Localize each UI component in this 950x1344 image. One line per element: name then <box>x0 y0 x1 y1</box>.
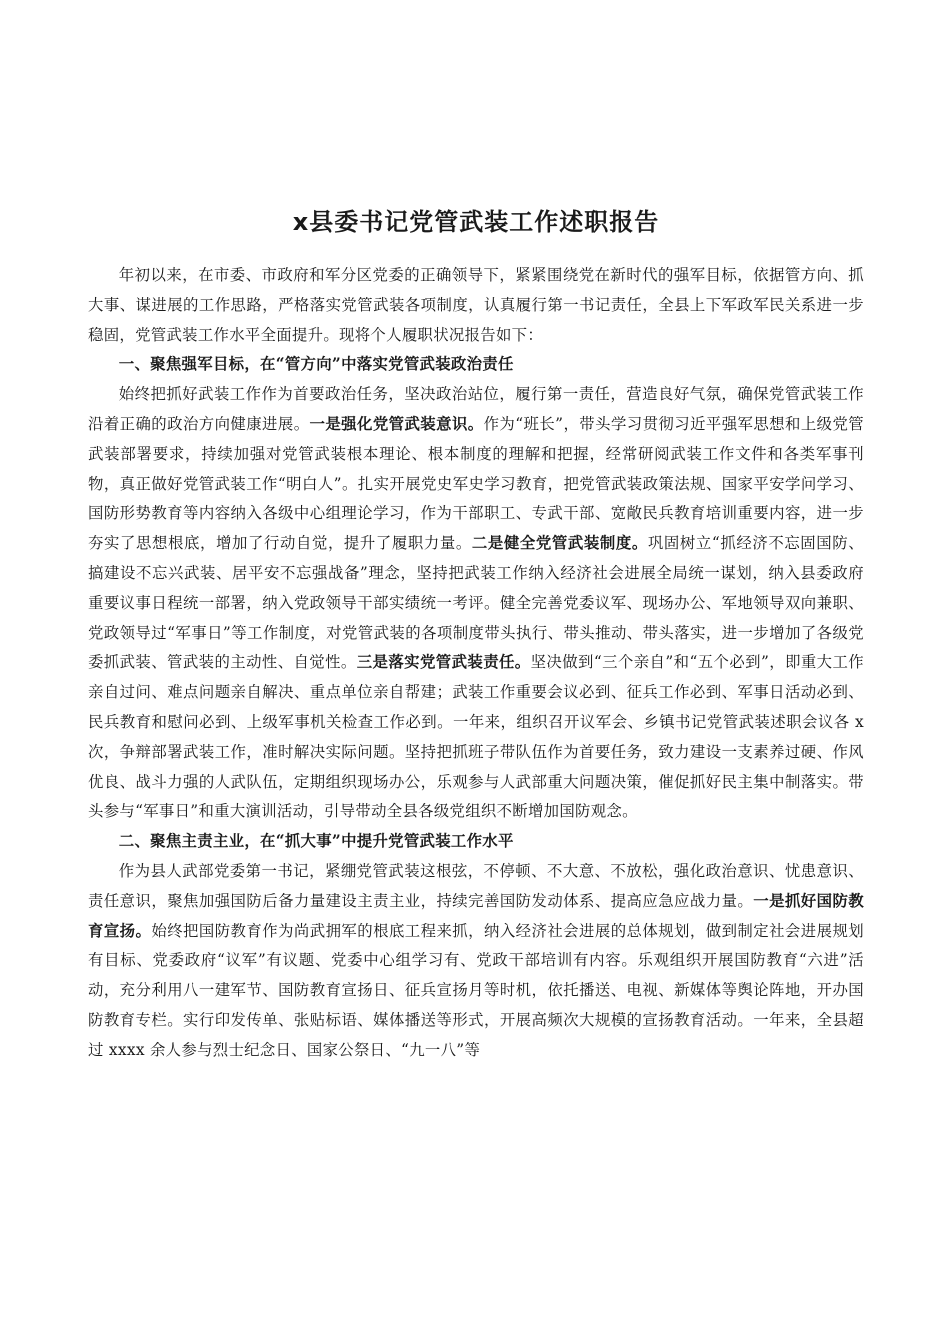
section2-lead-text: 作为县人武部党委第一书记，紧绷党管武装这根弦，不停顿、不大意、不放松，强化政治意识、忧患意识、责任意识，聚焦加强国防后备力量建设主责主业，持续完善国防发动体系、提高应急应战力量。 <box>88 861 864 910</box>
section1-point1-text: 作为“班长”，带头学习贯彻习近平强军思想和上级党管武装部署要求，持续加强对党管武装根本理论、根本制度的理解和把握，经常研阅武装工作文件和各类军事刊物，真正做好党管武装工作“明白人”。扎实开展党史军史学习教育，把党管武装政策法规、国家平安学问学习、国防形势教育等内容纳入各级中心组理论学习，作为干部职工、专武干部、宽敞民兵教育培训重要内容，进一步夯实了思想根底，增加了行动自觉，提升了履职力量。 <box>88 414 864 553</box>
section1-lead-text: 始终把抓好武装工作作为首要政治任务，坚决政治站位，履行第一责任，营造良好气氛，确保党管武装工作沿着正确的政治方向健康进展。 <box>88 385 864 433</box>
section2-paragraph <box>88 857 864 1066</box>
document-page <box>88 200 864 1066</box>
section1-point3-text: 坚决做到“三个亲自”和“五个必到”，即重大工作亲自过问、难点问题亲自解决、重点单位亲自帮建；武装工作重要会议必到、征兵工作必到、军事日活动必到、民兵教育和慰问必到、上级军事机关检查工作必到。一年来，组织召开议军会、乡镇书记党管武装述职会议各 x 次，争辩部署武装工作，准时解决实际问题。坚持把抓班子带队伍作为首要任务，致力建设一支素养过硬、作风优良、战斗力强的人武队伍，定期组织现场办公，乐观参与人武部重大问题决策，催促抓好民主集中制落实。带头参与“军事日”和重大演训活动，引导带动全县各级党组织不断增加国防观念。 <box>88 653 864 821</box>
section1-point1-title: 一是强化党管武装意识。 <box>309 414 484 433</box>
section1-heading: 一、聚焦强军目标，在“管方向”中落实党管武装政治责任 <box>118 355 514 374</box>
document-title: x县委书记党管武装工作述职报告 <box>292 208 660 236</box>
section2-heading: 二、聚焦主责主业，在“抓大事”中提升党管武装工作水平 <box>118 832 514 851</box>
section1-point3-title: 三是落实党管武装责任。 <box>356 653 531 672</box>
section2-point1-text: 始终把国防教育作为尚武拥军的根底工程来抓，纳入经济社会进展的总体规划，做到制定社会进展规划有目标、党委政府“议军”有议题、党委中心组学习有、党政干部培训有内容。乐观组织开展国防教育“六进”活动，充分利用八一建军节、国防教育宣扬日、征兵宣扬月等时机，依托播送、电视、新媒体等舆论阵地，开办国防教育专栏。实行印发传单、张贴标语、媒体播送等形式，开展高频次大规模的宣扬教育活动。一年来，全县超过 xxxx 余人参与烈士纪念日、国家公祭日、“九一八”等 <box>88 921 864 1059</box>
intro-paragraph: 年初以来，在市委、市政府和军分区党委的正确领导下，紧紧围绕党在新时代的强军目标，依据管方向、抓大事、谋进展的工作思路，严格落实党管武装各项制度，认真履行第一书记责任，全县上下军政军民关系进一步稳固，党管武装工作水平全面提升。现将个人履职状况报告如下： <box>88 266 864 344</box>
section1-paragraph <box>88 380 864 827</box>
section1-point2-text: 巩固树立“抓经济不忘固国防、搞建设不忘兴武装、居平安不忘强战备”理念，坚持把武装工作纳入经济社会进展全局统一谋划，纳入县委政府重要议事日程统一部署，纳入党政领导干部实绩统一考评。健全完善党委议军、现场办公、军地领导双向兼职、党政领导过“军事日”等工作制度，对党管武装的各项制度带头执行、带头推动、带头落实，进一步增加了各级党委抓武装、管武装的主动性、自觉性。 <box>88 534 864 672</box>
section2-point1-title: 一是抓好国防教育宣扬。 <box>88 891 864 940</box>
section1-point2-title: 二是健全党管武装制度。 <box>471 534 648 553</box>
